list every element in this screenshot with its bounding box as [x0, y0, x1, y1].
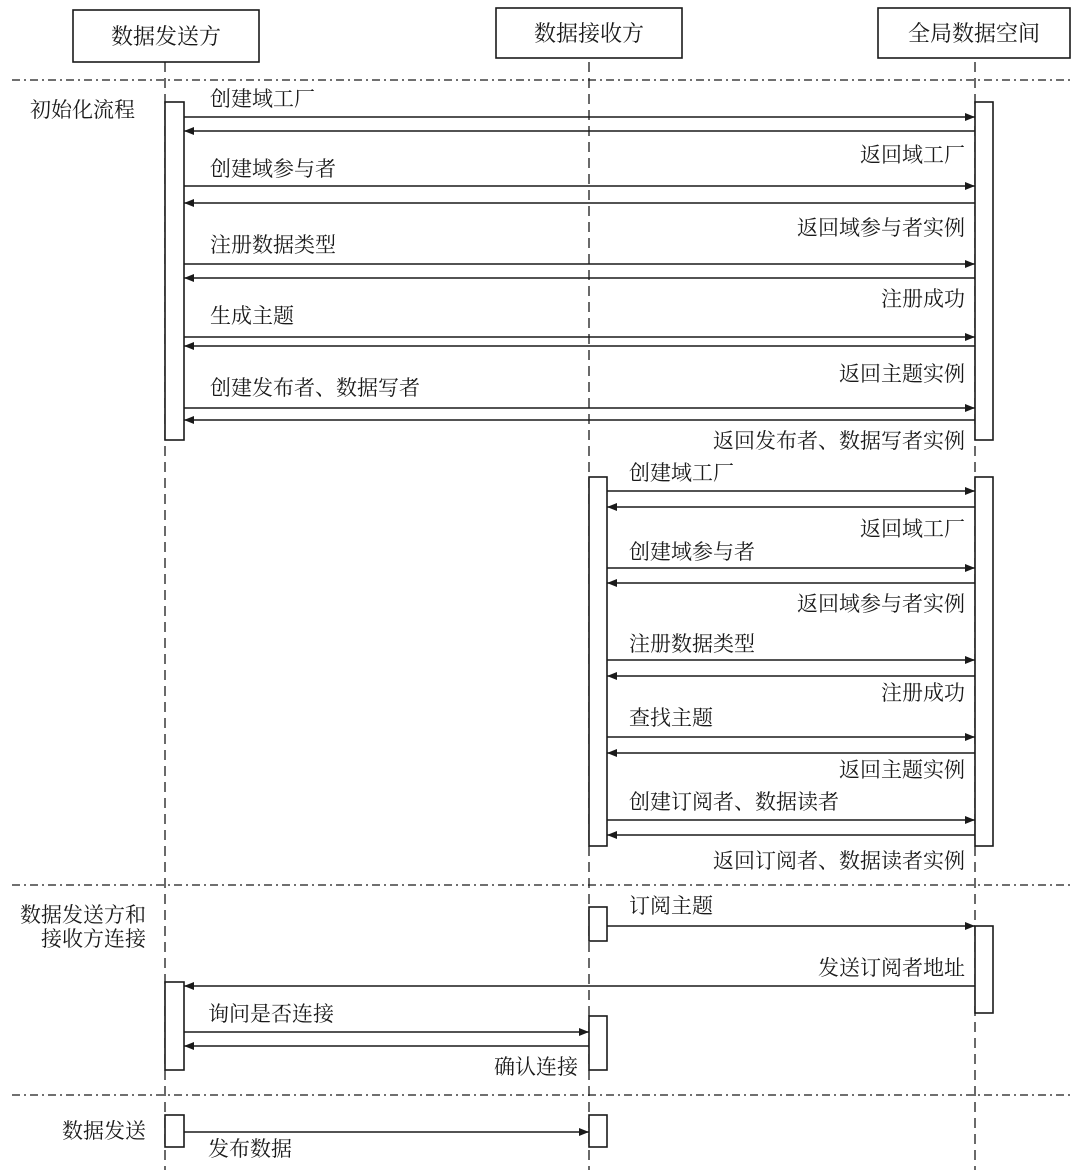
phase-label-init: 初始化流程 [30, 98, 135, 122]
label-sender-register-ok: 注册成功 [881, 287, 965, 311]
label-ask-connect: 询问是否连接 [208, 1002, 334, 1026]
label-sender-make-topic: 生成主题 [210, 304, 294, 328]
label-sender-return-topic: 返回主题实例 [839, 362, 965, 386]
label-receiver-return-participant: 返回域参与者实例 [797, 592, 965, 616]
label-receiver-return-reader: 返回订阅者、数据读者实例 [713, 849, 965, 873]
sender-activation-init [165, 102, 184, 440]
space-activation-receiver-init [975, 477, 993, 846]
receiver-activation-init [589, 477, 607, 846]
sender-activation-send [165, 1115, 184, 1147]
space-activation-init [975, 102, 993, 440]
label-receiver-find-topic: 查找主题 [629, 706, 713, 730]
space-actor-label: 全局数据空间 [907, 22, 1041, 47]
label-receiver-return-factory: 返回域工厂 [860, 517, 965, 541]
phase-label-connect-2: 接收方连接 [41, 927, 146, 951]
receiver-activation-subscribe [589, 907, 607, 941]
receiver-activation-connect [589, 1016, 607, 1070]
sender-activation-connect [165, 982, 184, 1070]
label-sender-create-factory: 创建域工厂 [210, 87, 315, 111]
label-send-subscriber-address: 发送订阅者地址 [818, 956, 965, 980]
phase-label-connect-1: 数据发送方和 [20, 903, 146, 927]
label-receiver-register-type: 注册数据类型 [629, 632, 755, 656]
label-sender-create-participant: 创建域参与者 [210, 157, 336, 181]
label-subscribe-topic: 订阅主题 [629, 894, 713, 918]
label-sender-register-type: 注册数据类型 [210, 233, 336, 257]
receiver-activation-send [589, 1115, 607, 1147]
sender-actor-label: 数据发送方 [110, 25, 222, 50]
label-receiver-return-topic: 返回主题实例 [839, 758, 965, 782]
label-sender-return-writer: 返回发布者、数据写者实例 [713, 429, 965, 453]
label-sender-create-writer: 创建发布者、数据写者 [210, 376, 420, 400]
label-receiver-create-reader: 创建订阅者、数据读者 [629, 790, 839, 814]
receiver-actor-label: 数据接收方 [533, 22, 645, 47]
label-receiver-register-ok: 注册成功 [881, 681, 965, 705]
label-receiver-create-factory: 创建域工厂 [629, 461, 734, 485]
label-sender-return-factory: 返回域工厂 [860, 143, 965, 167]
space-activation-subscribe [975, 926, 993, 1013]
phase-label-send: 数据发送 [62, 1119, 146, 1143]
label-confirm-connect: 确认连接 [494, 1055, 578, 1079]
label-sender-return-participant: 返回域参与者实例 [797, 216, 965, 240]
label-receiver-create-participant: 创建域参与者 [629, 540, 755, 564]
label-publish-data: 发布数据 [208, 1137, 292, 1161]
